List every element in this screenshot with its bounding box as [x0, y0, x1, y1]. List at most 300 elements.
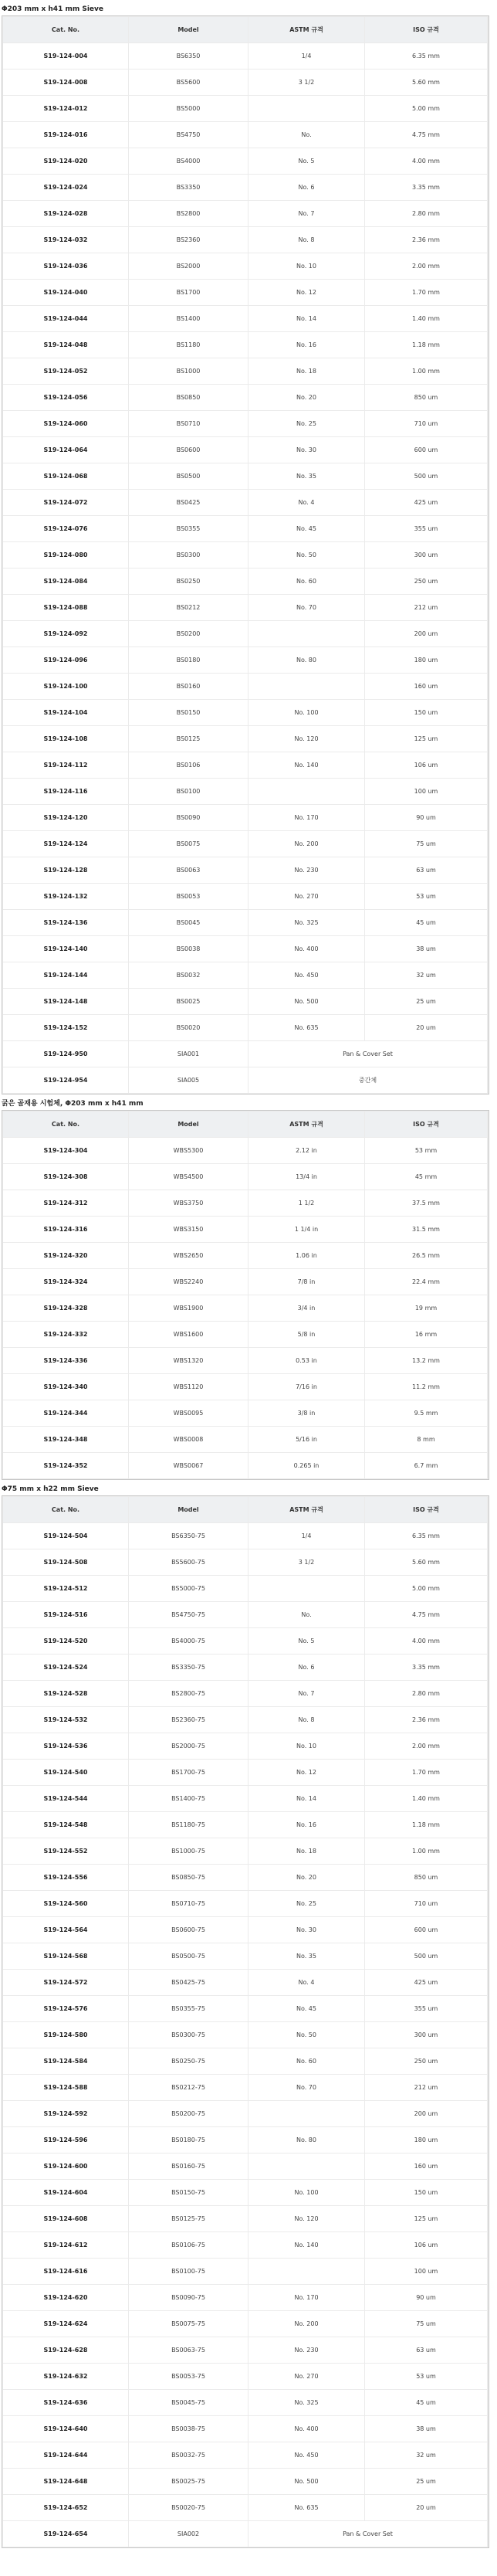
table-row — [3, 674, 488, 699]
model-cell: BS0106 — [129, 752, 248, 778]
model-cell: BS0425-75 — [129, 1970, 248, 1995]
model-cell: BS0025-75 — [129, 2469, 248, 2494]
astm-cell: No. 35 — [248, 1943, 364, 1969]
table-row — [3, 989, 488, 1014]
iso-cell: 500 um — [365, 463, 487, 489]
table-row — [3, 1970, 488, 1995]
table-row — [3, 490, 488, 515]
iso-cell: 600 um — [365, 437, 487, 463]
table-row — [3, 1549, 488, 1575]
astm-cell: No. 400 — [248, 2416, 364, 2442]
astm-cell: No. 25 — [248, 1891, 364, 1916]
model-cell: WBS0008 — [129, 1427, 248, 1452]
iso-cell: 200 um — [365, 2101, 487, 2126]
table-header-row — [3, 1497, 488, 1522]
cat-no-cell: S19-124-564 — [3, 1917, 128, 1943]
iso-cell: 53 mm — [365, 1138, 487, 1163]
model-cell: WBS4500 — [129, 1164, 248, 1190]
astm-cell: No. 7 — [248, 201, 364, 226]
astm-cell: No. 450 — [248, 2442, 364, 2468]
cat-no-cell: S19-124-052 — [3, 358, 128, 384]
cat-no-cell: S19-124-132 — [3, 884, 128, 909]
spec-table — [2, 15, 489, 1095]
cat-no-cell: S19-124-950 — [3, 1041, 128, 1067]
model-cell: WBS1120 — [129, 1374, 248, 1400]
table-row — [3, 2442, 488, 2468]
table-row — [3, 2180, 488, 2205]
table-row — [3, 726, 488, 752]
cat-no-cell: S19-124-516 — [3, 1602, 128, 1627]
cat-no-cell: S19-124-528 — [3, 1681, 128, 1706]
astm-cell: 3 1/2 — [248, 1549, 364, 1575]
cat-no-cell: S19-124-320 — [3, 1243, 128, 1268]
table-row — [3, 201, 488, 226]
astm-cell — [248, 1576, 364, 1601]
header-iso: ISO 규격 — [365, 17, 487, 42]
iso-cell: 100 um — [365, 2259, 487, 2284]
cat-no-cell: S19-124-576 — [3, 1996, 128, 2021]
cat-no-cell: S19-124-076 — [3, 516, 128, 541]
astm-cell: 7/8 in — [248, 1269, 364, 1295]
model-cell: BS6350-75 — [129, 1523, 248, 1549]
model-cell: BS0020-75 — [129, 2495, 248, 2520]
cat-no-cell: S19-124-136 — [3, 910, 128, 935]
iso-cell: 160 um — [365, 2153, 487, 2179]
astm-cell: 1.06 in — [248, 1243, 364, 1268]
cat-no-cell: S19-124-332 — [3, 1322, 128, 1347]
iso-cell: 6.7 mm — [365, 1453, 487, 1478]
cat-no-cell: S19-124-108 — [3, 726, 128, 752]
table-row — [3, 1190, 488, 1216]
cat-no-cell: S19-124-304 — [3, 1138, 128, 1163]
astm-cell: No. 14 — [248, 1786, 364, 1811]
model-cell: BS2000-75 — [129, 1733, 248, 1759]
astm-cell: No. 500 — [248, 2469, 364, 2494]
table-row — [3, 1681, 488, 1706]
cat-no-cell: S19-124-512 — [3, 1576, 128, 1601]
iso-cell: 710 um — [365, 1891, 487, 1916]
cat-no-cell: S19-124-020 — [3, 148, 128, 174]
section-title: Φ75 mm x h22 mm Sieve — [2, 1485, 99, 1493]
cat-no-cell: S19-124-568 — [3, 1943, 128, 1969]
cat-no-cell: S19-124-012 — [3, 96, 128, 121]
cat-no-cell: S19-124-628 — [3, 2337, 128, 2363]
cat-no-cell: S19-124-044 — [3, 306, 128, 331]
cat-no-cell: S19-124-632 — [3, 2364, 128, 2389]
astm-cell: 7/16 in — [248, 1374, 364, 1400]
cat-no-cell: S19-124-644 — [3, 2442, 128, 2468]
iso-cell: 90 um — [365, 2285, 487, 2310]
table-row — [3, 1523, 488, 1549]
model-cell: BS0125-75 — [129, 2206, 248, 2232]
astm-cell: No. 635 — [248, 2495, 364, 2520]
iso-cell: 180 um — [365, 2127, 487, 2153]
model-cell: BS2000 — [129, 253, 248, 279]
model-cell: BS0150-75 — [129, 2180, 248, 2205]
cat-no-cell: S19-124-352 — [3, 1453, 128, 1478]
cat-no-cell: S19-124-560 — [3, 1891, 128, 1916]
cat-no-cell: S19-124-640 — [3, 2416, 128, 2442]
cat-no-cell: S19-124-152 — [3, 1015, 128, 1040]
astm-cell: No. 80 — [248, 647, 364, 673]
cat-no-cell: S19-124-524 — [3, 1655, 128, 1680]
iso-cell: 16 mm — [365, 1322, 487, 1347]
table-row — [3, 542, 488, 568]
astm-cell: No. 14 — [248, 306, 364, 331]
astm-cell: No. 80 — [248, 2127, 364, 2153]
model-cell: BS1000-75 — [129, 1838, 248, 1864]
table-row — [3, 516, 488, 541]
cat-no-cell: S19-124-144 — [3, 962, 128, 988]
model-cell: BS0212 — [129, 595, 248, 620]
table-row — [3, 2285, 488, 2310]
iso-cell: 4.75 mm — [365, 122, 487, 148]
model-cell: BS0180 — [129, 647, 248, 673]
cat-no-cell: S19-124-116 — [3, 779, 128, 804]
iso-cell: 90 um — [365, 805, 487, 830]
astm-cell: No. 140 — [248, 752, 364, 778]
model-cell: BS0355 — [129, 516, 248, 541]
astm-cell: No. 270 — [248, 884, 364, 909]
table-row — [3, 1602, 488, 1627]
astm-cell: No. 100 — [248, 700, 364, 725]
iso-cell: 22.4 mm — [365, 1269, 487, 1295]
cat-no-cell: S19-124-072 — [3, 490, 128, 515]
model-cell: BS6350 — [129, 43, 248, 69]
iso-cell: 3.35 mm — [365, 1655, 487, 1680]
astm-cell: 2.12 in — [248, 1138, 364, 1163]
table-row — [3, 1576, 488, 1601]
model-cell: SIA002 — [129, 2521, 248, 2547]
model-cell: SIA001 — [129, 1041, 248, 1067]
astm-cell: No. 140 — [248, 2232, 364, 2258]
table-row — [3, 1996, 488, 2021]
iso-cell: 32 um — [365, 2442, 487, 2468]
cat-no-cell: S19-124-636 — [3, 2390, 128, 2415]
header-astm: ASTM 규격 — [248, 1112, 364, 1137]
cat-no-cell: S19-124-552 — [3, 1838, 128, 1864]
astm-cell: No. 60 — [248, 568, 364, 594]
iso-cell: 212 um — [365, 2075, 487, 2100]
iso-cell: 4.75 mm — [365, 1602, 487, 1627]
model-cell: BS4750 — [129, 122, 248, 148]
table-row — [3, 1838, 488, 1864]
astm-cell: No. 70 — [248, 595, 364, 620]
table-row — [3, 1217, 488, 1242]
iso-cell: 2.36 mm — [365, 1707, 487, 1733]
model-cell: BS4750-75 — [129, 1602, 248, 1627]
cat-no-cell: S19-124-024 — [3, 175, 128, 200]
iso-cell: 5.60 mm — [365, 1549, 487, 1575]
astm-cell: No. 270 — [248, 2364, 364, 2389]
table-row — [3, 2127, 488, 2153]
model-cell: BS0250-75 — [129, 2048, 248, 2074]
astm-cell: No. 120 — [248, 2206, 364, 2232]
model-cell: BS0850 — [129, 385, 248, 410]
cat-no-cell: S19-124-584 — [3, 2048, 128, 2074]
model-cell: BS0160 — [129, 674, 248, 699]
model-cell: WBS1600 — [129, 1322, 248, 1347]
astm-cell: No. 170 — [248, 2285, 364, 2310]
model-cell: BS0100-75 — [129, 2259, 248, 2284]
model-cell: WBS1900 — [129, 1295, 248, 1321]
cat-no-cell: S19-124-588 — [3, 2075, 128, 2100]
astm-cell: No. 10 — [248, 1733, 364, 1759]
iso-cell: 25 um — [365, 989, 487, 1014]
cat-no-cell: S19-124-624 — [3, 2311, 128, 2337]
header-model: Model — [129, 17, 248, 42]
table-row — [3, 1041, 488, 1067]
iso-cell: 1.18 mm — [365, 1812, 487, 1838]
iso-cell: 75 um — [365, 831, 487, 857]
cat-no-cell: S19-124-028 — [3, 201, 128, 226]
astm-cell: No. 16 — [248, 1812, 364, 1838]
astm-cell: No. 8 — [248, 227, 364, 253]
astm-cell: No. 5 — [248, 148, 364, 174]
cat-no-cell: S19-124-312 — [3, 1190, 128, 1216]
model-cell: BS4000-75 — [129, 1628, 248, 1654]
iso-cell: 6.35 mm — [365, 1523, 487, 1549]
table-row — [3, 1760, 488, 1785]
astm-cell: 0.265 in — [248, 1453, 364, 1478]
table-row — [3, 2337, 488, 2363]
astm-cell: No. — [248, 122, 364, 148]
table-row — [3, 700, 488, 725]
table-row — [3, 568, 488, 594]
cat-no-cell: S19-124-140 — [3, 936, 128, 962]
cat-no-cell: S19-124-540 — [3, 1760, 128, 1785]
sieve-catalog — [0, 3, 497, 2548]
astm-cell — [248, 2101, 364, 2126]
astm-cell: No. 6 — [248, 175, 364, 200]
cat-no-cell: S19-124-092 — [3, 621, 128, 647]
cat-no-cell: S19-124-056 — [3, 385, 128, 410]
merged-spec-cell: Pan & Cover Set — [248, 1041, 487, 1067]
iso-cell: 53 um — [365, 2364, 487, 2389]
header-astm: ASTM 규격 — [248, 1497, 364, 1522]
table-row — [3, 1348, 488, 1373]
model-cell: BS0180-75 — [129, 2127, 248, 2153]
astm-cell: 1/4 — [248, 43, 364, 69]
table-row — [3, 962, 488, 988]
table-row — [3, 2521, 488, 2547]
iso-cell: 180 um — [365, 647, 487, 673]
astm-cell: 3 1/2 — [248, 70, 364, 95]
astm-cell: 3/8 in — [248, 1400, 364, 1426]
table-row — [3, 1067, 488, 1093]
model-cell: WBS1320 — [129, 1348, 248, 1373]
astm-cell: 1/4 — [248, 1523, 364, 1549]
astm-cell: No. 16 — [248, 332, 364, 358]
astm-cell: No. 100 — [248, 2180, 364, 2205]
iso-cell: 20 um — [365, 2495, 487, 2520]
iso-cell: 63 um — [365, 2337, 487, 2363]
table-row — [3, 175, 488, 200]
model-cell: BS0045 — [129, 910, 248, 935]
table-row — [3, 96, 488, 121]
table-row — [3, 1138, 488, 1163]
cat-no-cell: S19-124-340 — [3, 1374, 128, 1400]
table-row — [3, 1164, 488, 1190]
table-row — [3, 1812, 488, 1838]
table-row — [3, 2206, 488, 2232]
model-cell: WBS2240 — [129, 1269, 248, 1295]
astm-cell: 5/16 in — [248, 1427, 364, 1452]
spec-table — [2, 1110, 489, 1480]
table-row — [3, 805, 488, 830]
model-cell: BS0032 — [129, 962, 248, 988]
model-cell: BS0045-75 — [129, 2390, 248, 2415]
cat-no-cell: S19-124-068 — [3, 463, 128, 489]
model-cell: BS1700-75 — [129, 1760, 248, 1785]
iso-cell: 106 um — [365, 2232, 487, 2258]
iso-cell: 250 um — [365, 568, 487, 594]
table-row — [3, 2311, 488, 2337]
table-row — [3, 1786, 488, 1811]
model-cell: BS0063-75 — [129, 2337, 248, 2363]
model-cell: BS0850-75 — [129, 1865, 248, 1890]
cat-no-cell: S19-124-652 — [3, 2495, 128, 2520]
iso-cell: 32 um — [365, 962, 487, 988]
astm-cell: No. 500 — [248, 989, 364, 1014]
table-row — [3, 752, 488, 778]
iso-cell: 850 um — [365, 385, 487, 410]
table-row — [3, 2259, 488, 2284]
cat-no-cell: S19-124-520 — [3, 1628, 128, 1654]
table-row — [3, 1891, 488, 1916]
astm-cell: No. 8 — [248, 1707, 364, 1733]
cat-no-cell: S19-124-084 — [3, 568, 128, 594]
spec-table — [2, 1495, 489, 2548]
iso-cell: 850 um — [365, 1865, 487, 1890]
cat-no-cell: S19-124-596 — [3, 2127, 128, 2153]
model-cell: WBS0067 — [129, 1453, 248, 1478]
model-cell: BS5000-75 — [129, 1576, 248, 1601]
model-cell: BS1180-75 — [129, 1812, 248, 1838]
iso-cell: 1.40 mm — [365, 1786, 487, 1811]
iso-cell: 45 mm — [365, 1164, 487, 1190]
model-cell: BS0500-75 — [129, 1943, 248, 1969]
iso-cell: 600 um — [365, 1917, 487, 1943]
astm-cell — [248, 2259, 364, 2284]
table-row — [3, 280, 488, 305]
header-iso: ISO 규격 — [365, 1497, 487, 1522]
table-row — [3, 358, 488, 384]
model-cell: BS2800 — [129, 201, 248, 226]
model-cell: BS0053-75 — [129, 2364, 248, 2389]
table-row — [3, 884, 488, 909]
astm-cell: No. 200 — [248, 2311, 364, 2337]
astm-cell: No. 25 — [248, 411, 364, 436]
table-row — [3, 647, 488, 673]
section-title: 굵은 골재용 시험체, Φ203 mm x h41 mm — [2, 1100, 144, 1108]
astm-cell: No. 120 — [248, 726, 364, 752]
cat-no-cell: S19-124-504 — [3, 1523, 128, 1549]
cat-no-cell: S19-124-344 — [3, 1400, 128, 1426]
iso-cell: 200 um — [365, 621, 487, 647]
astm-cell: No. 12 — [248, 280, 364, 305]
table-row — [3, 1453, 488, 1478]
table-row — [3, 936, 488, 962]
cat-no-cell: S19-124-316 — [3, 1217, 128, 1242]
iso-cell: 45 um — [365, 2390, 487, 2415]
header-model: Model — [129, 1497, 248, 1522]
cat-no-cell: S19-124-324 — [3, 1269, 128, 1295]
astm-cell: 0.53 in — [248, 1348, 364, 1373]
iso-cell: 53 um — [365, 884, 487, 909]
iso-cell: 2.00 mm — [365, 253, 487, 279]
table-row — [3, 2495, 488, 2520]
iso-cell: 125 um — [365, 726, 487, 752]
header-cat-no: Cat. No. — [3, 1497, 128, 1522]
astm-cell: 13/4 in — [248, 1164, 364, 1190]
iso-cell: 500 um — [365, 1943, 487, 1969]
model-cell: BS0020 — [129, 1015, 248, 1040]
model-cell: BS0090 — [129, 805, 248, 830]
cat-no-cell: S19-124-032 — [3, 227, 128, 253]
iso-cell: 300 um — [365, 2022, 487, 2048]
cat-no-cell: S19-124-080 — [3, 542, 128, 568]
header-model: Model — [129, 1112, 248, 1137]
cat-no-cell: S19-124-104 — [3, 700, 128, 725]
model-cell: BS0075-75 — [129, 2311, 248, 2337]
cat-no-cell: S19-124-040 — [3, 280, 128, 305]
model-cell: SIA005 — [129, 1067, 248, 1093]
table-row — [3, 70, 488, 95]
astm-cell: No. 70 — [248, 2075, 364, 2100]
iso-cell: 20 um — [365, 1015, 487, 1040]
astm-cell: No. 50 — [248, 542, 364, 568]
table-row — [3, 1707, 488, 1733]
astm-cell: No. 230 — [248, 2337, 364, 2363]
cat-no-cell: S19-124-536 — [3, 1733, 128, 1759]
iso-cell: 45 um — [365, 910, 487, 935]
model-cell: BS0300 — [129, 542, 248, 568]
astm-cell: No. 30 — [248, 437, 364, 463]
model-cell: BS0032-75 — [129, 2442, 248, 2468]
table-row — [3, 1374, 488, 1400]
cat-no-cell: S19-124-120 — [3, 805, 128, 830]
model-cell: BS1400-75 — [129, 1786, 248, 1811]
iso-cell: 1.18 mm — [365, 332, 487, 358]
cat-no-cell: S19-124-654 — [3, 2521, 128, 2547]
table-row — [3, 2022, 488, 2048]
astm-cell: No. 60 — [248, 2048, 364, 2074]
table-row — [3, 411, 488, 436]
section-title: Φ203 mm x h41 mm Sieve — [2, 5, 103, 13]
model-cell: WBS2650 — [129, 1243, 248, 1268]
model-cell: BS0500 — [129, 463, 248, 489]
table-row — [3, 910, 488, 935]
table-row — [3, 306, 488, 331]
iso-cell: 425 um — [365, 490, 487, 515]
iso-cell: 100 um — [365, 779, 487, 804]
model-cell: BS5600-75 — [129, 1549, 248, 1575]
astm-cell: No. 325 — [248, 2390, 364, 2415]
iso-cell: 250 um — [365, 2048, 487, 2074]
astm-cell: No. 635 — [248, 1015, 364, 1040]
table-row — [3, 2075, 488, 2100]
table-row — [3, 857, 488, 883]
cat-no-cell: S19-124-088 — [3, 595, 128, 620]
iso-cell: 2.00 mm — [365, 1733, 487, 1759]
astm-cell: No. 18 — [248, 1838, 364, 1864]
astm-cell: No. 10 — [248, 253, 364, 279]
cat-no-cell: S19-124-532 — [3, 1707, 128, 1733]
iso-cell: 4.00 mm — [365, 148, 487, 174]
model-cell: BS0250 — [129, 568, 248, 594]
table-row — [3, 2232, 488, 2258]
